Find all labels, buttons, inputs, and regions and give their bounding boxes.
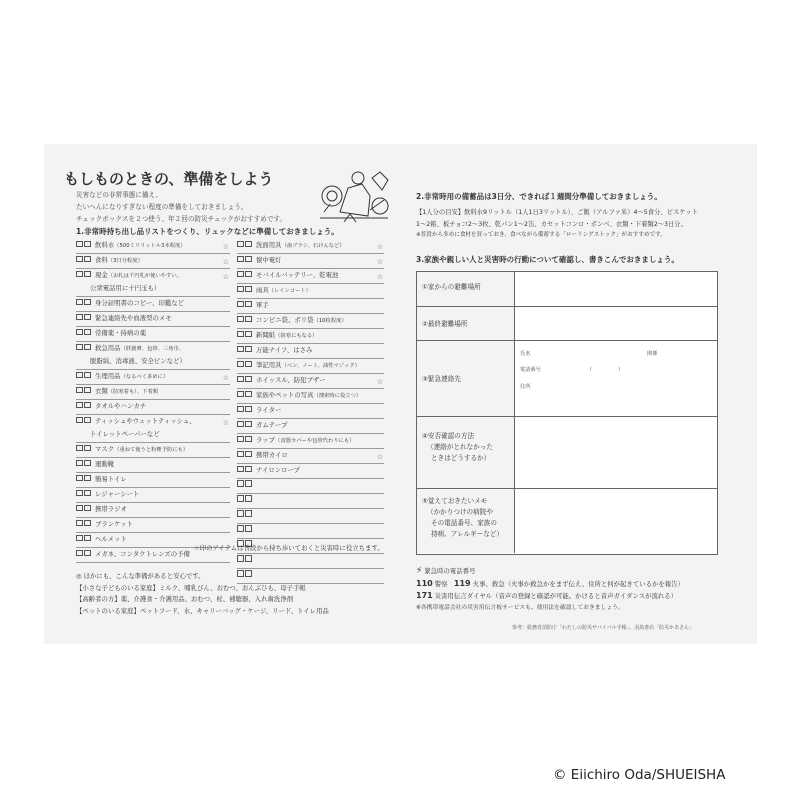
- checkbox[interactable]: [237, 495, 244, 502]
- checkbox[interactable]: [76, 241, 83, 248]
- checkbox[interactable]: [84, 520, 91, 527]
- page-title: もしものときの、準備をしよう: [64, 170, 274, 188]
- checkbox[interactable]: [245, 480, 252, 487]
- item-label: ライター: [256, 406, 282, 414]
- checklist-item: [237, 270, 384, 284]
- checkbox[interactable]: [237, 555, 244, 562]
- item-label: 衣類: [95, 387, 108, 395]
- checkbox[interactable]: [245, 421, 252, 428]
- item-label: 万能ナイフ、はさみ: [256, 346, 313, 354]
- intro-line: 災害などの非常事態に備え、: [76, 191, 163, 199]
- star-icon: ☆: [222, 374, 229, 382]
- intro-line: チェックボックスを２つ使う、年２回の防災チェックがおすすめです。: [76, 215, 287, 223]
- emergency-numbers: [416, 566, 684, 614]
- checkbox[interactable]: [245, 436, 252, 443]
- item-label: 携帯カイロ: [256, 451, 288, 459]
- checklist-item: [76, 489, 230, 503]
- checkbox[interactable]: [237, 480, 244, 487]
- checklist-item: [237, 375, 384, 389]
- checklist-item: [237, 420, 384, 434]
- checkbox[interactable]: [245, 301, 252, 308]
- checklist-item: [76, 343, 230, 370]
- checkbox[interactable]: [76, 402, 83, 409]
- item-label: 食料: [95, 256, 108, 264]
- item-label: 現金: [95, 271, 108, 279]
- item-label: メガネ、コンタクトレンズの予備: [95, 550, 190, 558]
- checkbox[interactable]: [76, 505, 83, 512]
- emergency-note: ※各携帯電話会社の災害用伝言板サービスも、使用法を確認しておきましょう。: [416, 604, 624, 611]
- checkbox[interactable]: [237, 510, 244, 517]
- checklist-item: [237, 330, 384, 344]
- row-label: （かかりつけの病院や: [427, 508, 493, 516]
- item-note: （防寒着も）、下着類: [107, 389, 159, 395]
- table-row: [417, 417, 717, 489]
- checkbox[interactable]: [84, 475, 91, 482]
- number-119: 119: [453, 578, 471, 588]
- checkbox[interactable]: [76, 460, 83, 467]
- row-label: （連絡がとれなかった: [427, 443, 493, 451]
- checklist-item: [76, 240, 230, 254]
- item-label: 新聞紙: [256, 331, 276, 339]
- item-label: モバイルバッテリー、乾電池: [256, 271, 339, 279]
- item-label: マスク: [95, 445, 115, 453]
- field-relation: 関係: [647, 351, 658, 357]
- item-label-line2: 公衆電話用に十円玉も）: [90, 284, 161, 292]
- star-icon: ☆: [376, 243, 383, 251]
- item-label: 常備薬・持病の薬: [95, 329, 147, 337]
- item-label: 生理用品: [95, 372, 121, 380]
- item-label: 洗面用具: [256, 241, 282, 249]
- checkbox[interactable]: [84, 387, 91, 394]
- checkbox[interactable]: [76, 256, 83, 263]
- item-note: （重ねて使うと粉塵予防にも）: [114, 447, 189, 453]
- table-row: [417, 272, 717, 307]
- checkbox[interactable]: [237, 406, 244, 413]
- star-icon: ☆: [376, 273, 383, 281]
- stockpile-line: 【1人分の目安】飲料水9リットル（1人1日3リットル）、ご飯（アルファ米）4〜5食分、ビスケット: [416, 209, 698, 216]
- checklist-item: [237, 405, 384, 419]
- checkbox[interactable]: [245, 286, 252, 293]
- checkbox[interactable]: [84, 417, 91, 424]
- checklist-item: [76, 371, 230, 385]
- checkbox[interactable]: [245, 406, 252, 413]
- checkbox[interactable]: [84, 241, 91, 248]
- item-label: 運動靴: [95, 460, 115, 468]
- checklist-item: [237, 495, 384, 509]
- label-119: 火事、救急（火事か救急かをまず伝え、住所と何が起きているかを報告）: [472, 579, 684, 588]
- checkbox[interactable]: [237, 525, 244, 532]
- checklist-item: [76, 459, 230, 473]
- checklist-item: [237, 345, 384, 359]
- star-icon: ☆: [222, 258, 229, 266]
- checklist-item: [76, 474, 230, 488]
- checkbox[interactable]: [245, 316, 252, 323]
- item-label: 飲料水: [95, 241, 115, 249]
- row-label: ①家からの避難場所: [422, 283, 481, 291]
- stockpile-line: 1〜2箱、板チョコ2〜3枚、乾パン1〜2缶、カセットコンロ・ボンベ、衣類・下着類2〜3日分。: [416, 220, 687, 228]
- table-row: [417, 341, 717, 417]
- reference-credit: 参考：総務省消防庁「わたしの防災サバイバル手帳」、羽鳥書店「防災かあさん」: [512, 625, 695, 631]
- row-label: 持病、アレルギーなど）: [431, 530, 504, 538]
- checklist-item: [237, 435, 384, 449]
- checklist-item: [76, 401, 230, 415]
- checkbox[interactable]: [84, 329, 91, 336]
- checkbox[interactable]: [76, 314, 83, 321]
- checklist-item: [237, 555, 384, 569]
- checkbox[interactable]: [237, 361, 244, 368]
- extra-prep-line: 【高齢者の方】薬、介護食・介護用品、おむつ、杖、補聴器、入れ歯洗浄剤: [76, 595, 294, 603]
- extra-prep-line: 【小さな子どものいる家庭】ミルク、哺乳びん、おむつ、おんぶひも、母子手帳: [76, 583, 306, 592]
- section1-heading: 1.非常時持ち出し品リストをつくり、リュックなどに準備しておきましょう。: [76, 227, 339, 236]
- checkbox[interactable]: [84, 550, 91, 557]
- item-note: （なるべく多めに）: [120, 374, 169, 380]
- checkbox[interactable]: [76, 535, 83, 542]
- item-label: ラップ: [256, 436, 276, 444]
- item-note: （歯ブラシ、石けんなど）: [281, 243, 345, 249]
- item-label: 軍手: [256, 301, 269, 309]
- checklist-item: [76, 504, 230, 518]
- checkbox[interactable]: [76, 271, 83, 278]
- item-label: 筆記用具: [256, 361, 282, 369]
- checklist-item: [76, 270, 230, 297]
- section2-heading: 2.非常時用の備蓄品は3日分、できれば１週間分準備しておきましょう。: [416, 192, 662, 201]
- item-label: 身分証明書のコピー、印鑑など: [95, 299, 184, 307]
- checklist-item: [237, 480, 384, 494]
- row-label: ⑤覚えておきたいメモ: [422, 497, 488, 505]
- checkbox[interactable]: [245, 331, 252, 338]
- checkbox[interactable]: [76, 329, 83, 336]
- item-label: 携帯ラジオ: [95, 505, 127, 513]
- checklist-item: [76, 416, 230, 443]
- checkbox[interactable]: [237, 436, 244, 443]
- emergency-line: [416, 590, 684, 603]
- item-note: （レインコート）: [268, 288, 311, 294]
- star-icon: ☆: [222, 273, 229, 281]
- item-label: 家族やペットの写真: [256, 391, 314, 399]
- item-label: タオルやハンカチ: [95, 402, 147, 410]
- row-label-cell: [417, 489, 515, 553]
- checkbox[interactable]: [76, 520, 83, 527]
- checkbox[interactable]: [237, 316, 244, 323]
- item-note: （食器カバーや包帯代わりにも）: [275, 438, 355, 444]
- item-label: 簡易トイレ: [95, 475, 127, 483]
- item-note: （防寒にもなる）: [275, 333, 318, 339]
- extra-prep-line: 【ペットのいる家庭】ペットフード、水、キャリーバッグ・ケージ、リード、トイレ用品: [76, 606, 329, 615]
- checkbox[interactable]: [84, 505, 91, 512]
- checkbox[interactable]: [76, 445, 83, 452]
- checklist-item: [237, 465, 384, 479]
- table-row: [417, 489, 717, 553]
- checkbox[interactable]: [237, 391, 244, 398]
- checkbox[interactable]: [245, 466, 252, 473]
- stockpile-guide: [416, 207, 698, 242]
- checklist-item: [237, 390, 384, 404]
- item-label-line2: 脱脂綿、消毒液、安全ピンなど）: [90, 357, 186, 365]
- item-note: （10枚程度）: [313, 318, 347, 324]
- checkbox[interactable]: [245, 241, 252, 248]
- star-icon: ☆: [376, 258, 383, 266]
- checkbox[interactable]: [245, 451, 252, 458]
- item-label: ブランケット: [95, 520, 133, 528]
- checkbox[interactable]: [76, 417, 83, 424]
- item-label: 緊急連絡先や血液型のメモ: [95, 314, 172, 322]
- item-label: 雨具: [256, 286, 269, 294]
- number-171: 171: [416, 591, 433, 600]
- checkbox[interactable]: [76, 299, 83, 306]
- checkbox[interactable]: [237, 301, 244, 308]
- star-icon: ☆: [376, 378, 383, 386]
- checklist-item: [76, 255, 230, 269]
- star-icon: ☆: [376, 453, 383, 461]
- checkbox[interactable]: [237, 346, 244, 353]
- checkbox[interactable]: [245, 525, 252, 532]
- checklist-item: [237, 360, 384, 374]
- checklist-item: [237, 450, 384, 464]
- checkbox[interactable]: [76, 490, 83, 497]
- checkbox[interactable]: [84, 445, 91, 452]
- checkbox[interactable]: [84, 344, 91, 351]
- checkbox[interactable]: [84, 256, 91, 263]
- checkbox[interactable]: [245, 495, 252, 502]
- checkbox[interactable]: [84, 535, 91, 542]
- item-label-line2: トイレットペーパーなど: [90, 430, 160, 438]
- checkbox[interactable]: [237, 331, 244, 338]
- checklist-item: [76, 386, 230, 400]
- row-label-part: はどうするか）: [444, 454, 491, 462]
- row-label-cell: [417, 341, 515, 416]
- checkbox[interactable]: [237, 421, 244, 428]
- checkbox[interactable]: [84, 271, 91, 278]
- checkbox[interactable]: [237, 256, 244, 263]
- number-110: 110: [416, 578, 433, 588]
- checkbox[interactable]: [76, 387, 83, 394]
- star-icon: ☆: [222, 243, 229, 251]
- checkbox[interactable]: [245, 376, 252, 383]
- item-note: （500ミリリットル3本程度）: [114, 243, 186, 249]
- emergency-heading: [416, 566, 684, 578]
- item-note: （捜索時に役立つ）: [313, 393, 362, 399]
- checkbox[interactable]: [84, 314, 91, 321]
- star-note: ☆印のアイテムは普段から持ち歩いておくと災害時に役立ちます。: [194, 544, 384, 552]
- checkbox[interactable]: [84, 460, 91, 467]
- item-label: 救急用品: [95, 344, 121, 352]
- checkbox[interactable]: [237, 451, 244, 458]
- checklist-item: [237, 510, 384, 524]
- row-label-cell: [417, 307, 515, 340]
- checklist-item: [237, 525, 384, 539]
- row-label-cell: [417, 272, 515, 306]
- checklist-item: [76, 328, 230, 342]
- item-label: ティッシュやウェットティッシュ、: [95, 417, 196, 425]
- lightning-icon: ⚡: [416, 566, 423, 576]
- field-address: 住所: [520, 384, 531, 390]
- row-label-cell: [417, 417, 515, 488]
- checkbox[interactable]: [76, 550, 83, 557]
- extra-preparation: [76, 571, 329, 617]
- family-plan-table: [416, 271, 718, 555]
- item-note: （3日分程度）: [107, 258, 143, 264]
- checklist-item: [76, 313, 230, 327]
- item-label: 懐中電灯: [256, 256, 282, 264]
- label-110: 警察: [434, 579, 448, 588]
- checkbox[interactable]: [245, 361, 252, 368]
- checkbox[interactable]: [245, 391, 252, 398]
- checkbox[interactable]: [76, 372, 83, 379]
- item-label: ガムテープ: [256, 421, 288, 429]
- checkbox[interactable]: [237, 376, 244, 383]
- checkbox[interactable]: [84, 299, 91, 306]
- checklist-item: [237, 240, 384, 254]
- field-phone-paren: （ ）: [587, 367, 624, 373]
- row-label: その電話番号、家族の: [431, 519, 497, 527]
- checkbox[interactable]: [245, 256, 252, 263]
- checkbox[interactable]: [84, 402, 91, 409]
- checklist-item: [237, 285, 384, 299]
- copyright-text: © Eiichiro Oda/SHUEISHA: [553, 767, 726, 783]
- checkbox[interactable]: [76, 475, 83, 482]
- row-label: ③緊急連絡先: [422, 375, 461, 383]
- checklist-item: [76, 444, 230, 458]
- checkbox[interactable]: [245, 510, 252, 517]
- item-note: （絆創膏、包帯、三角巾、: [120, 346, 185, 352]
- checkbox[interactable]: [84, 372, 91, 379]
- checkbox[interactable]: [245, 555, 252, 562]
- table-row: [417, 307, 717, 341]
- checkbox[interactable]: [84, 490, 91, 497]
- checkbox[interactable]: [245, 346, 252, 353]
- row-label-part: とき: [431, 454, 445, 462]
- section3-heading: 3.家族や親しい人と災害時の行動について確認し、書きこんでおきましょう。: [416, 255, 679, 264]
- checkbox[interactable]: [237, 286, 244, 293]
- stockpile-note: ※普段から多めに食材を買っておき、食べながら備蓄する「ローリングストック」がおすすめです。: [416, 232, 666, 238]
- extra-prep-heading: ◎ ほかにも、こんな準備があると安心です。: [76, 572, 205, 580]
- checkbox[interactable]: [237, 271, 244, 278]
- item-note: （ペン、ノート、油性マジック）: [281, 363, 360, 369]
- checkbox[interactable]: [237, 241, 244, 248]
- item-note: （お札は千円札が使いやすい。: [107, 273, 182, 279]
- item-label: ヘルメット: [95, 535, 127, 543]
- checkbox[interactable]: [245, 271, 252, 278]
- checkbox[interactable]: [76, 344, 83, 351]
- row-label: ②最終避難場所: [422, 320, 468, 328]
- item-label: コンビニ袋、ポリ袋: [256, 316, 314, 324]
- item-label: ナイロンロープ: [256, 466, 300, 474]
- star-icon: ☆: [222, 419, 229, 427]
- row-label: ④安否確認の方法: [422, 432, 475, 440]
- row-label: [431, 453, 490, 464]
- label-171: 災害用伝言ダイヤル（音声の登録と確認が可能。かけると音声ガイダンスが流れる）: [434, 592, 678, 600]
- character-illustration: [310, 166, 398, 230]
- field-phone: 電話番号: [520, 367, 541, 373]
- checklist-item: [237, 255, 384, 269]
- field-name: 氏名: [520, 351, 531, 357]
- emergency-line: [416, 578, 684, 591]
- item-label: レジャーシート: [95, 490, 140, 498]
- intro-text: [76, 189, 286, 225]
- checkbox[interactable]: [237, 466, 244, 473]
- intro-line: たいへんになりすぎない程度の準備をしておきましょう。: [76, 203, 248, 211]
- emergency-heading-text: 緊急時の電話番号: [424, 567, 476, 575]
- checklist-item: [237, 315, 384, 329]
- checklist-item: [76, 519, 230, 533]
- checklist-item: [237, 300, 384, 314]
- checklist-item: [76, 298, 230, 312]
- item-label: ホイッスル、防犯ブザー: [256, 376, 326, 384]
